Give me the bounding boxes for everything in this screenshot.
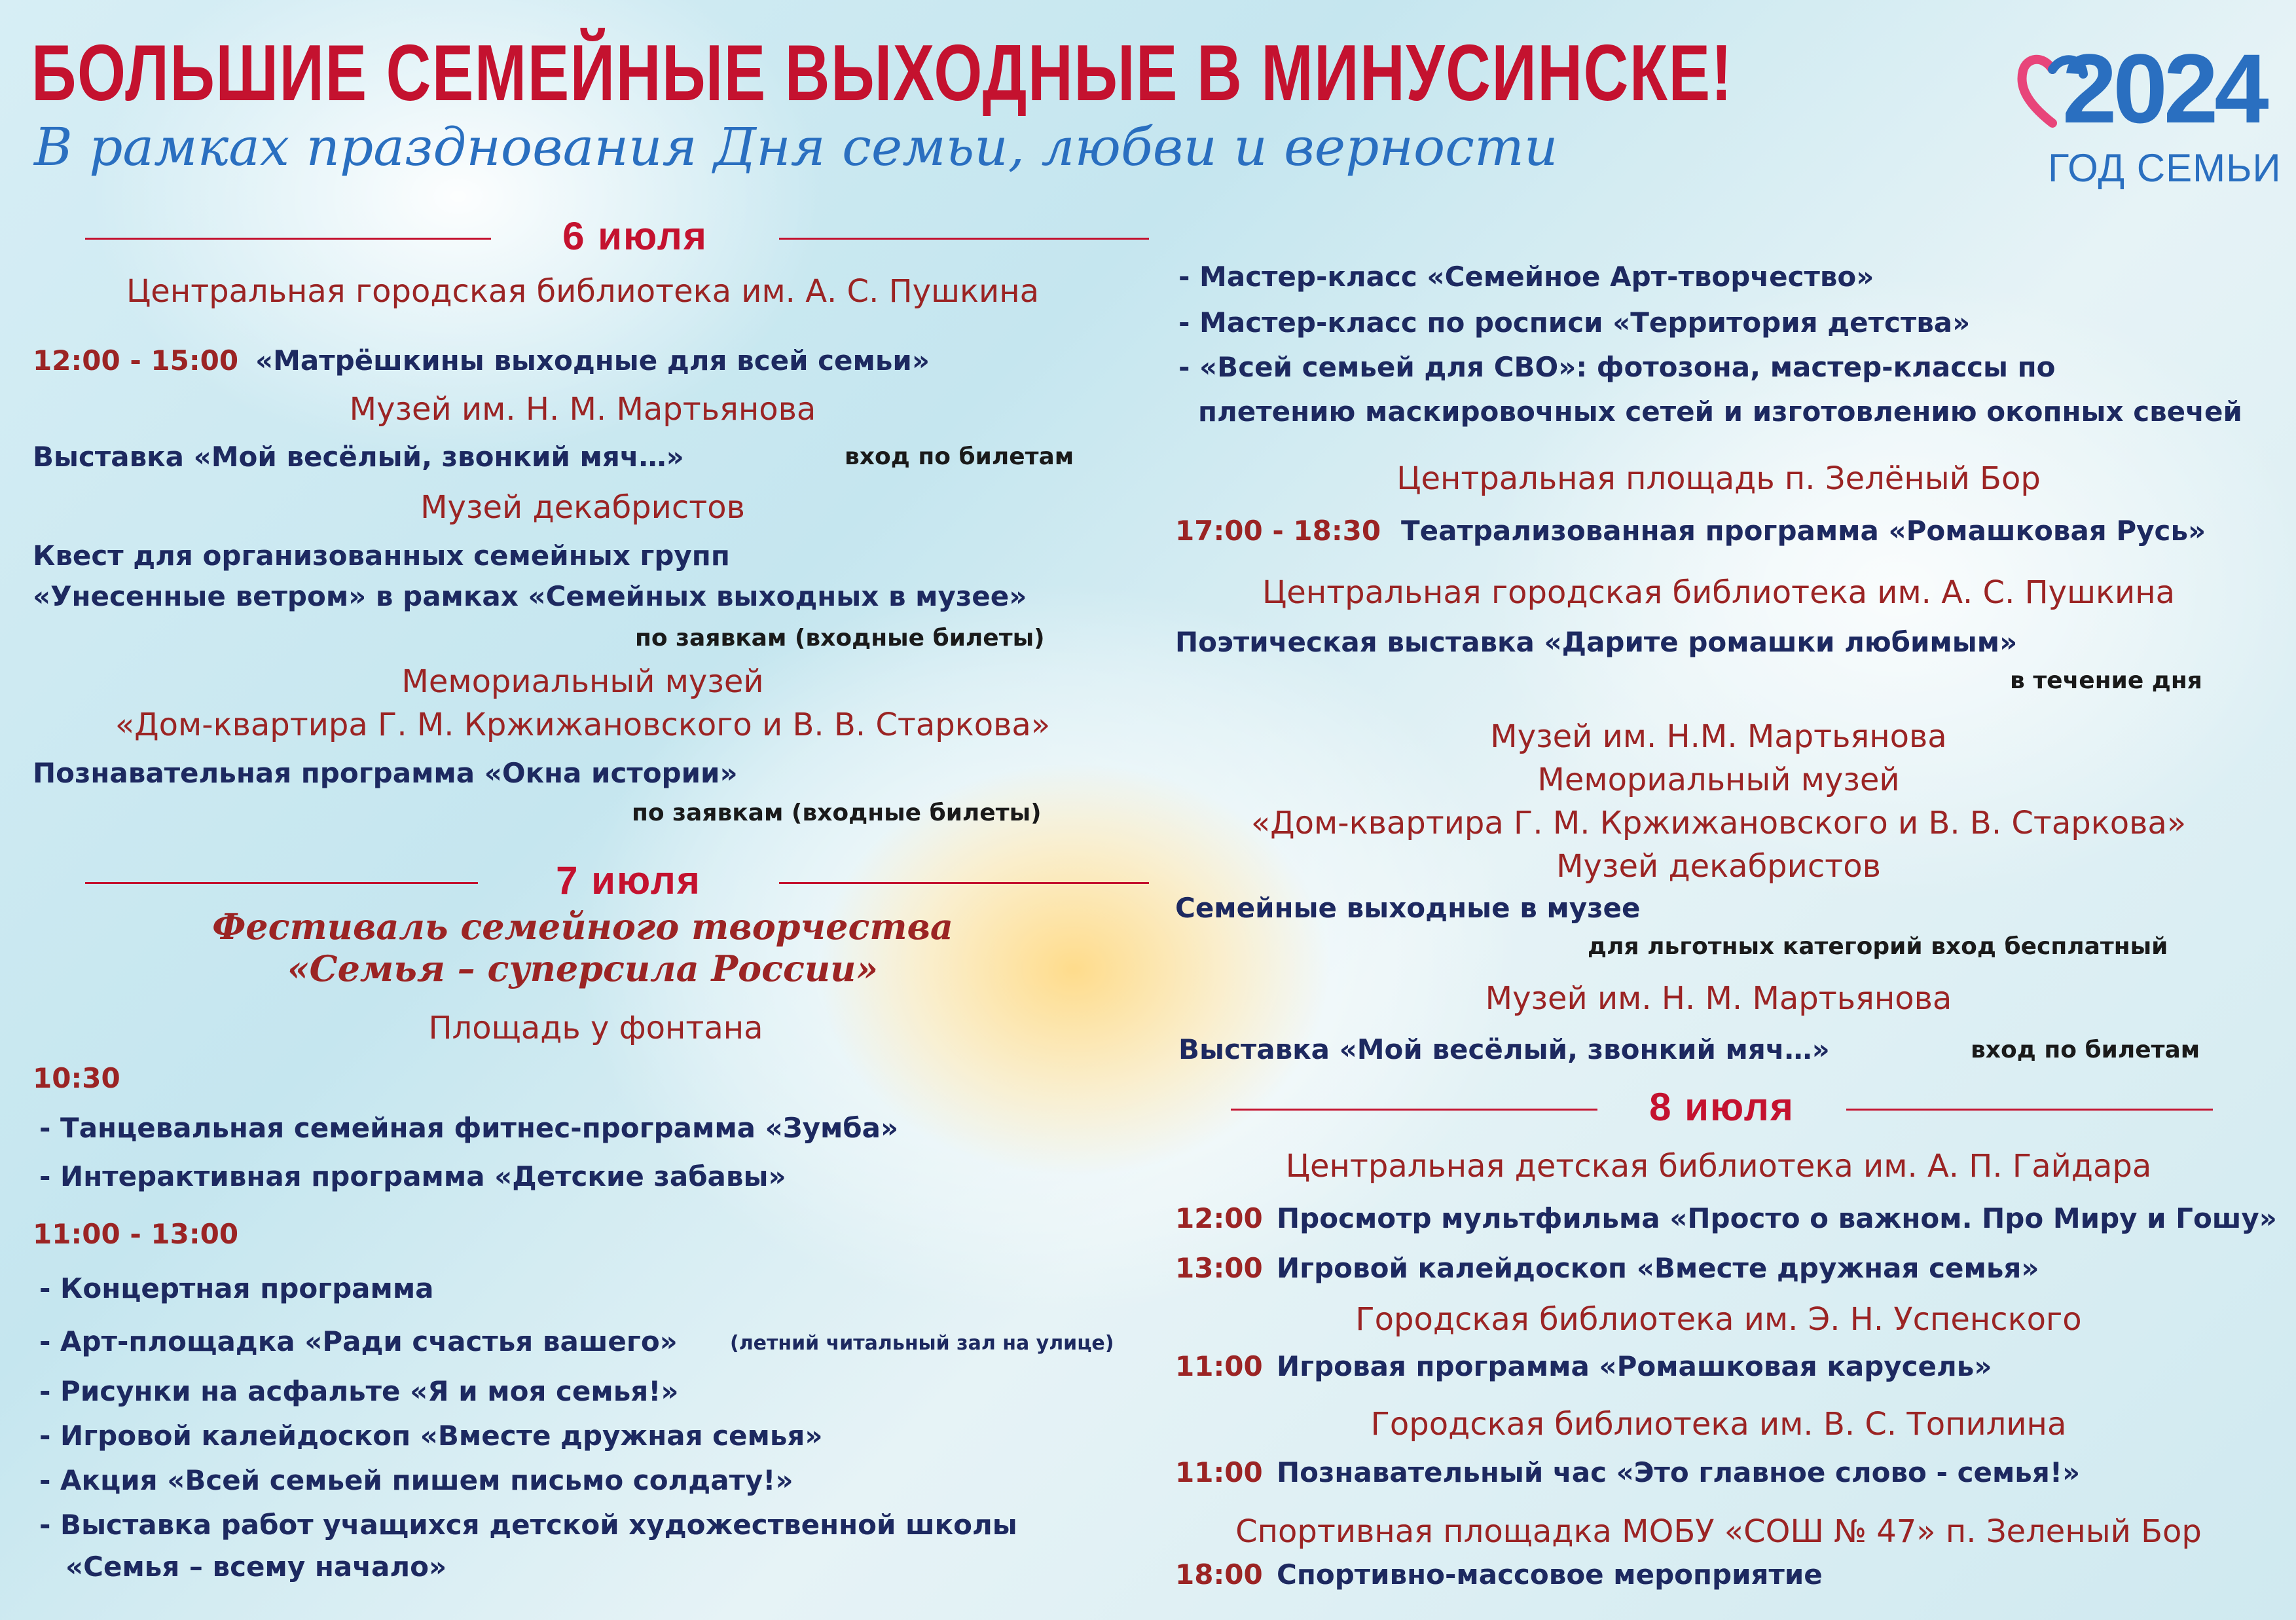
event-title: - Концертная программа (39, 1272, 434, 1304)
venue-heading: Центральная детская библиотека им. А. П. Гайдара (1285, 1148, 2152, 1185)
event-note: в течение дня (2010, 667, 2202, 694)
venue-heading: Мемориальный музей (401, 663, 764, 700)
venue-heading: Центральная площадь п. Зелёный Бор (1396, 460, 2041, 497)
event-title: Игровая программа «Ромашковая карусель» (1277, 1350, 1992, 1382)
event-title: плетению маскировочных сетей и изготовлению окопных свечей (1198, 396, 2242, 428)
logo-year: 2024 (2062, 33, 2265, 143)
date-divider-6-july (85, 213, 1067, 259)
event-title: - Мастер-класс «Семейное Арт-творчество» (1178, 261, 1874, 293)
venue-heading: «Дом-квартира Г. М. Кржижановского и В. В. Старкова» (115, 707, 1051, 743)
venue-heading: Городская библиотека им. Э. Н. Успенского (1355, 1301, 2082, 1338)
divider-line (1846, 1109, 2213, 1111)
date-divider-8-july (1231, 1084, 2213, 1130)
event-title: Познавательная программа «Окна истории» (33, 757, 738, 789)
event-time: 12:00 (1175, 1202, 1263, 1234)
divider-line (85, 238, 491, 240)
event-title: «Унесенные ветром» в рамках «Семейных выходных в музее» (33, 580, 1027, 612)
event-title: Просмотр мультфильма «Просто о важном. Про Миру и Гошу» (1277, 1202, 2277, 1234)
page-subtitle: В рамках празднования Дня семьи, любви и верности (34, 117, 1558, 177)
event-time: 11:00 - 13:00 (33, 1218, 239, 1250)
venue-heading: «Дом-квартира Г. М. Кржижановского и В. В. Старкова» (1250, 805, 2187, 841)
venue-heading: Музей декабристов (1556, 848, 1881, 885)
year-of-family-logo (2016, 33, 2282, 196)
venue-heading: Музей декабристов (420, 489, 745, 526)
event-title: Театрализованная программа «Ромашковая Русь» (1401, 515, 2206, 547)
event-time: 17:00 - 18:30 (1175, 515, 1381, 547)
event-title: Поэтическая выставка «Дарите ромашки любимым» (1175, 626, 2018, 658)
event-title: Спортивно-массовое мероприятие (1277, 1558, 1823, 1591)
event-title: - Танцевальная семейная фитнес-программа «Зумба» (39, 1112, 899, 1144)
event-title: - «Всей семьей для СВО»: фотозона, мастер-классы по (1178, 351, 2056, 383)
event-time: 13:00 (1175, 1252, 1263, 1284)
event-title: - Выставка работ учащихся детской художественной школы (39, 1509, 1017, 1541)
event-note: вход по билетам (845, 443, 1074, 470)
event-note: (летний читальный зал на улице) (730, 1332, 1114, 1355)
venue-heading: Музей им. Н. М. Мартьянова (349, 391, 816, 428)
venue-heading: Центральная городская библиотека им. А. С. Пушкина (126, 273, 1039, 310)
event-time: 18:00 (1175, 1558, 1263, 1591)
venue-heading: Музей им. Н.М. Мартьянова (1490, 718, 1947, 755)
venue-heading: Спортивная площадка МОБУ «СОШ № 47» п. Зеленый Бор (1235, 1513, 2202, 1550)
event-title: - Рисунки на асфальте «Я и моя семья!» (39, 1375, 679, 1407)
venue-heading: Городская библиотека им. В. С. Топилина (1370, 1406, 2067, 1443)
divider-line (85, 882, 478, 884)
event-title: Квест для организованных семейных групп (33, 540, 730, 572)
event-title: Выставка «Мой весёлый, звонкий мяч…» (1178, 1033, 1830, 1065)
event-note: для льготных категорий вход бесплатный (1588, 933, 2168, 960)
venue-heading: Центральная городская библиотека им. А. С. Пушкина (1262, 574, 2175, 611)
event-title: - Игровой калейдоскоп «Вместе дружная семья» (39, 1420, 823, 1452)
event-time: 10:30 (33, 1062, 120, 1094)
event-title: Игровой калейдоскоп «Вместе дружная семья» (1277, 1252, 2039, 1284)
event-note: по заявкам (входные билеты) (632, 800, 1042, 826)
divider-line (779, 238, 1149, 240)
event-time: 11:00 (1175, 1350, 1263, 1382)
event-time: 11:00 (1175, 1456, 1263, 1488)
event-title: - Акция «Всей семьей пишем письмо солдату!» (39, 1464, 793, 1496)
date-label: 7 июля (556, 858, 701, 902)
festival-title: «Семья – суперсила России» (287, 948, 879, 989)
venue-heading: Мемориальный музей (1537, 762, 1900, 798)
event-title: - Арт-площадка «Ради счастья вашего» (39, 1325, 678, 1357)
divider-line (779, 882, 1149, 884)
event-title: Познавательный час «Это главное слово - семья!» (1277, 1456, 2081, 1488)
venue-heading: Площадь у фонтана (428, 1010, 763, 1046)
event-title: Семейные выходные в музее (1175, 892, 1641, 924)
event-note: по заявкам (входные билеты) (635, 625, 1045, 652)
logo-caption: ГОД СЕМЬИ (2048, 146, 2282, 190)
event-title: «Семья – всему начало» (65, 1551, 447, 1583)
divider-line (1231, 1109, 1597, 1111)
festival-title: Фестиваль семейного творчества (212, 906, 953, 948)
date-label: 8 июля (1649, 1085, 1795, 1129)
page-title: БОЛЬШИЕ СЕМЕЙНЫЕ ВЫХОДНЫЕ В МИНУСИНСКЕ! (31, 28, 1733, 117)
event-time: 12:00 - 15:00 (33, 344, 239, 377)
event-title: Выставка «Мой весёлый, звонкий мяч…» (33, 441, 684, 473)
event-title: - Мастер-класс по росписи «Территория детства» (1178, 306, 1971, 339)
venue-heading: Музей им. Н. М. Мартьянова (1485, 980, 1952, 1017)
date-label: 6 июля (562, 214, 708, 258)
date-divider-7-july (85, 858, 1067, 904)
event-title: «Матрёшкины выходные для всей семьи» (255, 344, 930, 377)
event-title: - Интерактивная программа «Детские забавы» (39, 1160, 786, 1192)
event-note: вход по билетам (1971, 1037, 2200, 1063)
